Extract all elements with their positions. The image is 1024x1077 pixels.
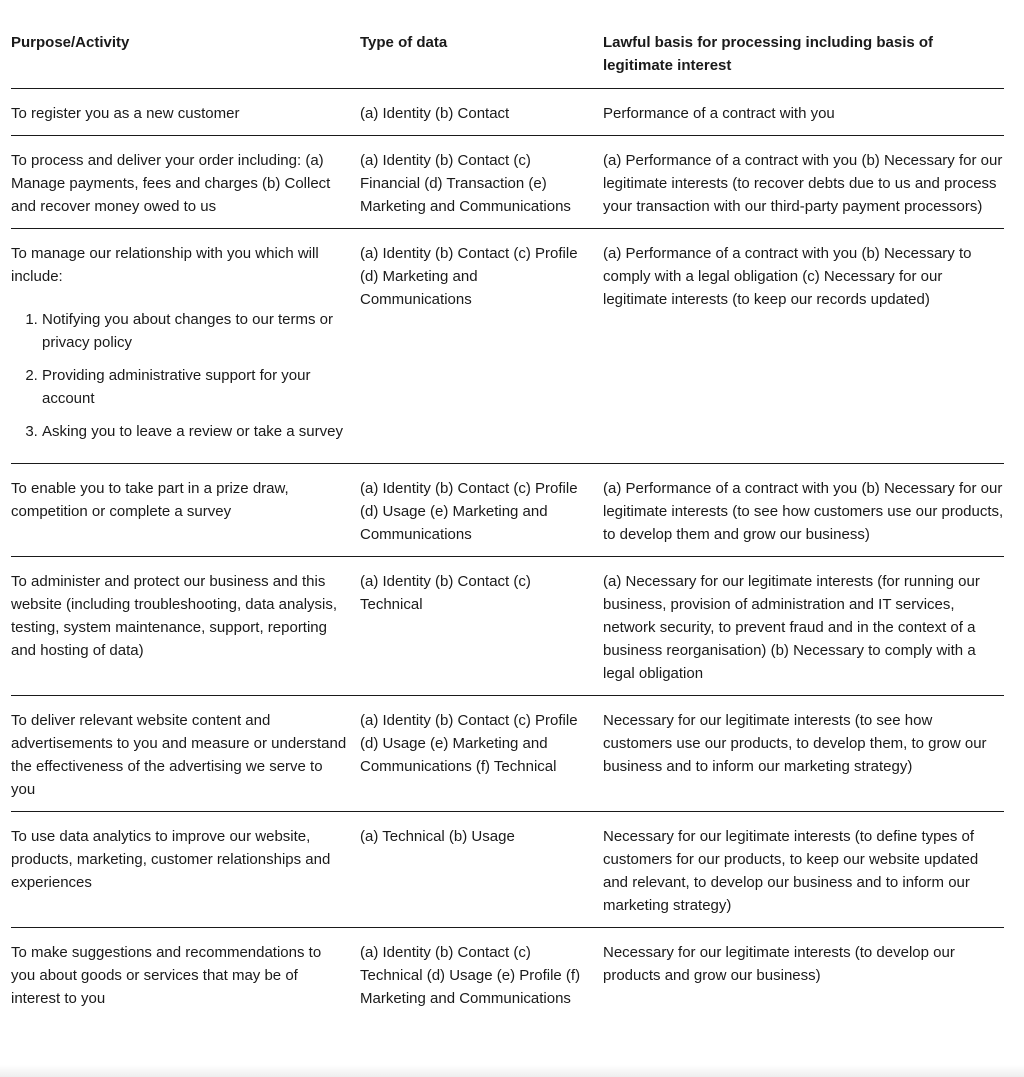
type-of-data-cell: (a) Identity (b) Contact (c) Profile (d) Usage (e) Marketing and Communications (f) Technical — [360, 696, 603, 812]
type-of-data-cell: (a) Identity (b) Contact (c) Technical — [360, 557, 603, 696]
type-of-data-cell: (a) Technical (b) Usage — [360, 812, 603, 928]
purpose-text: To manage our relationship with you which will include: — [11, 245, 319, 285]
type-of-data-cell: (a) Identity (b) Contact (c) Profile (d) Usage (e) Marketing and Communications — [360, 464, 603, 557]
purpose-cell: To make suggestions and recommendations to you about goods or services that may be of interest to you — [11, 944, 322, 1007]
header-purpose-activity: Purpose/Activity — [11, 29, 360, 89]
type-of-data-cell: (a) Identity (b) Contact (c) Profile (d) Marketing and Communications — [360, 229, 603, 464]
lawful-basis-cell: (a) Performance of a contract with you (b) Necessary for our legitimate interests (to see how customers use our products, to develop them and grow our business) — [603, 464, 1004, 557]
purpose-cell — [11, 229, 360, 464]
table-row — [11, 812, 1004, 928]
list-item: 1. Notifying you about changes to our terms or privacy policy — [42, 308, 348, 354]
type-of-data-cell: (a) Identity (b) Contact (c) Technical (d) Usage (e) Profile (f) Marketing and Communications — [360, 944, 581, 1007]
type-of-data-cell: (a) Identity (b) Contact (c) Financial (d) Transaction (e) Marketing and Communications — [360, 136, 603, 229]
purpose-cell: To enable you to take part in a prize draw, competition or complete a survey — [11, 464, 360, 557]
table-header-row — [11, 29, 1004, 89]
list-item: 3. Asking you to leave a review or take a survey — [42, 420, 348, 443]
lawful-basis-cell: Necessary for our legitimate interests (to develop our products and grow our business) — [603, 944, 955, 984]
lawful-basis-table-container — [11, 29, 1004, 1020]
type-of-data-cell: (a) Identity (b) Contact — [360, 89, 603, 136]
table-row — [11, 696, 1004, 812]
purpose-cell: To deliver relevant website content and advertisements to you and measure or understand the effectiveness of the advertising we serve to you — [11, 696, 360, 812]
list-item: 2. Providing administrative support for your account — [42, 364, 348, 410]
table-row — [11, 136, 1004, 229]
purpose-cell: To register you as a new customer — [11, 89, 360, 136]
bottom-scroll-fade — [0, 1065, 1024, 1077]
lawful-basis-cell: Necessary for our legitimate interests (to define types of customers for our products, to keep our website updated and relevant, to develop our business and to inform our marketing strategy) — [603, 812, 1004, 928]
table-row — [11, 928, 1004, 1021]
table-row — [11, 229, 1004, 464]
lawful-basis-cell: (a) Performance of a contract with you (b) Necessary to comply with a legal obligation (c) Necessary for our legitimate interests (to keep our records updated) — [603, 229, 1004, 464]
purpose-cell: To administer and protect our business and this website (including troubleshooting, data analysis, testing, system maintenance, support, reporting and hosting of data) — [11, 557, 360, 696]
relationship-activities-list — [11, 308, 348, 443]
table-row — [11, 557, 1004, 696]
lawful-basis-cell: (a) Performance of a contract with you (b) Necessary for our legitimate interests (to recover debts due to us and process your transaction with our third-party payment processors) — [603, 136, 1004, 229]
purpose-cell: To use data analytics to improve our website, products, marketing, customer relationships and experiences — [11, 812, 360, 928]
header-type-of-data: Type of data — [360, 29, 603, 89]
lawful-basis-table — [11, 29, 1004, 1020]
header-lawful-basis: Lawful basis for processing including basis of legitimate interest — [603, 29, 1004, 89]
table-row — [11, 89, 1004, 136]
lawful-basis-cell: Necessary for our legitimate interests (to see how customers use our products, to develop them, to grow our business and to inform our marketing strategy) — [603, 696, 1004, 812]
lawful-basis-cell: Performance of a contract with you — [603, 89, 1004, 136]
table-row — [11, 464, 1004, 557]
lawful-basis-cell: (a) Necessary for our legitimate interests (for running our business, provision of administration and IT services, network security, to prevent fraud and in the context of a business reorganisation) (b) Necessary to comply with a legal obligation — [603, 557, 1004, 696]
purpose-cell: To process and deliver your order including: (a) Manage payments, fees and charges (b) Collect and recover money owed to us — [11, 136, 360, 229]
